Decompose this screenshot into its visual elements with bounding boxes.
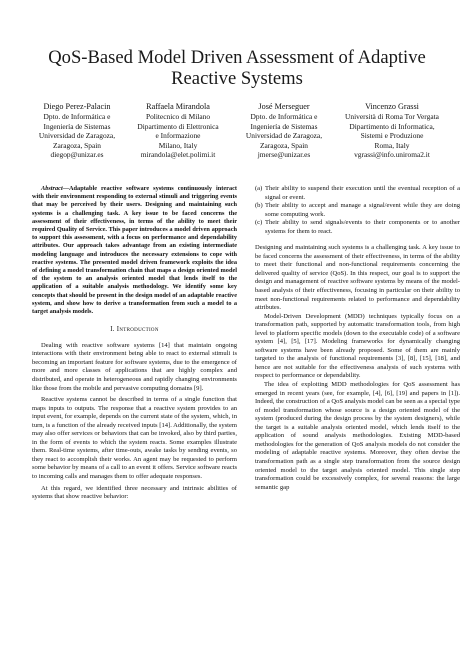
author-location: Roma, Italy [374,140,410,150]
author-email: mirandola@elet.polimi.it [140,150,216,160]
author-3 [231,102,337,159]
list-text: Their ability to suspend their execution until the eventual reception of a signal or event. [265,185,460,201]
author-email: jmerse@unizar.es [257,150,311,160]
author-affiliation: e Informazione [155,131,201,141]
list-item [255,202,460,219]
author-location: Zaragoza, Spain [52,140,102,150]
author-affiliation: Ingeniería de Sistemas [43,121,111,131]
author-name: Diego Perez-Palacin [43,102,111,111]
author-2 [125,102,231,159]
author-name: José Merseguer [258,102,310,111]
abstract-label: Abstract— [41,185,69,192]
abstract [32,185,237,316]
author-location: Milano, Italy [158,140,198,150]
author-email: diegop@unizar.es [50,150,104,160]
list-marker: (a) [255,185,263,192]
body-paragraph: At this regard, we identified three necessary and intrinsic abilities of systems that show reactive behavior: [32,484,237,501]
paper-title: QoS-Based Model Driven Assessment of Adaptive Reactive Systems [48,47,426,89]
abstract-text: Adaptable reactive software systems continuously interact with their environment responding to external stimuli and triggering events that may be perceived by their users. Designing and maintaining such systems is a challenging task. A key issue to be faced concerns the assessment of their effectiveness, in terms of the ability to meet their required Quality of Service. This paper introduces a model driven approach to support this assessment, with a focus on performance and dependability attributes. Our approach takes advantage from an existing intermediate modeling language and introduces the necessary extensions to cope with reactive systems. The presented model driven framework exploits the idea of defining a model transformation chain that maps a design oriented model of the system to an analysis oriented model that lends itself to the application of a suitable analysis methodology. We identify some key concepts that should be present in the design model of an adaptable reactive system, and show how to derive a transformation from such a model to a target analysis models. [32,185,237,316]
author-affiliation: Dpto. de Informática e [250,112,318,122]
body-paragraph: Reactive systems cannot be described in terms of a single function that maps inputs to outputs. The response that a reactive system provides to an input event, for example, depends on the current state of the system, which, in turn, is a function of the already received inputs [14]. Additionally, the system may also offer services or behaviors that can be invoked, also by third parties, in the form of events to which the system reacts. Some examples illustrate them. Real-time systems, after time-outs, awake tasks by sending events, so they react to accomplish their works. An agent may be requested to perform some behavior by means of a call to an event it offers. Service software reacts to incoming calls and manages them to offer adequate responses. [32,396,237,480]
author-affiliation: Universidad de Zaragoza, [38,131,116,141]
body-paragraph: Designing and maintaining such systems is a challenging task. A key issue to be faced concerns the assessment of their effectiveness, in terms of the ability to meet their functional and non-functional requirements concerning the delivered quality of service (QoS). In this respect, our goal is to support the design and management of reactive software systems by means of the model-based analysis of their effectiveness, focusing in particular on their ability to meet non-functional requirements related to performance and dependability attributes. [255,244,460,312]
author-affiliation: Dpto. de Informática e [43,112,111,122]
author-affiliation: Politecnico di Milano [145,112,211,122]
left-column [32,185,237,502]
body-paragraph: Model-Driven Development (MDD) techniques typically focus on a transformation path, supported by automatic transformation tools, from high level to platform specific models (down to the executable code) of a software system [4], [5], [17]. Modeling frameworks for dynamically changing software systems have been already proposed. Some of them are mainly targeted to the analysis of functional requirements [3], [8], [15], [18], and hence are not suitable for the effectiveness analysis of such systems with respect to performance or dependability. [255,312,460,380]
author-affiliation: Università di Roma Tor Vergata [345,112,439,122]
author-affiliation: Ingeniería de Sistemas [250,121,318,131]
section-heading: I. Introduction [110,326,159,334]
list-marker: (c) [255,219,263,227]
author-block [24,102,450,164]
author-name: Vincenzo Grassi [365,102,419,111]
body-paragraph: Dealing with reactive software systems [14] that maintain ongoing interactions with their environment being able to react to external stimuli is becoming an important feature for software systems, due to the emergence of more and more classes of applications that are highly complex and distributed, and operate in heterogeneous and rapidly changing environments like those from the mobile and pervasive computing domains [9]. [32,341,237,392]
author-1 [24,102,130,159]
author-name: Raffaela Mirandola [146,102,210,111]
list-text: Their ability to accept and manage a signal/event while they are doing some computing work. [265,202,460,218]
author-affiliation: Universidad de Zaragoza, [245,131,323,141]
author-location: Zaragoza, Spain [259,140,309,150]
body-paragraph: The idea of exploiting MDD methodologies for QoS assessment has emerged in recent years (see, for example, [4], [6], [19] and papers in [1]). Indeed, the construction of a QoS analysis model can be seen as a special type of model transformation whose source is a design oriented model of the system (produced during the design process by the system designers), while the target is a suitable analysis oriented model, which lends itself to the application of sound analysis methodologies. Existing MDD-based methodologies for the generation of QoS analysis models do not consider the modeling of adaptable reactive systems. Moreover, they often devise the transformation path as a single step transformation from the source design oriented model to the target analysis oriented model. This single step transformation could be excessively complex, for several reasons: the large semantic gap [255,381,460,491]
list-text: Their ability to send signals/events to their components or to another systems for them to react. [265,219,460,235]
list-item [255,219,460,236]
author-4 [339,102,445,159]
author-affiliation: Dipartimento di Elettronica [137,121,219,131]
author-affiliation: Dipartimento di Informatica, [349,121,435,131]
list-marker: (b) [255,202,263,210]
list-item [255,185,460,202]
author-email: vgrassi@info.uniroma2.it [354,150,430,160]
author-affiliation: Sistemi e Produzione [360,131,424,141]
right-column [255,185,460,492]
